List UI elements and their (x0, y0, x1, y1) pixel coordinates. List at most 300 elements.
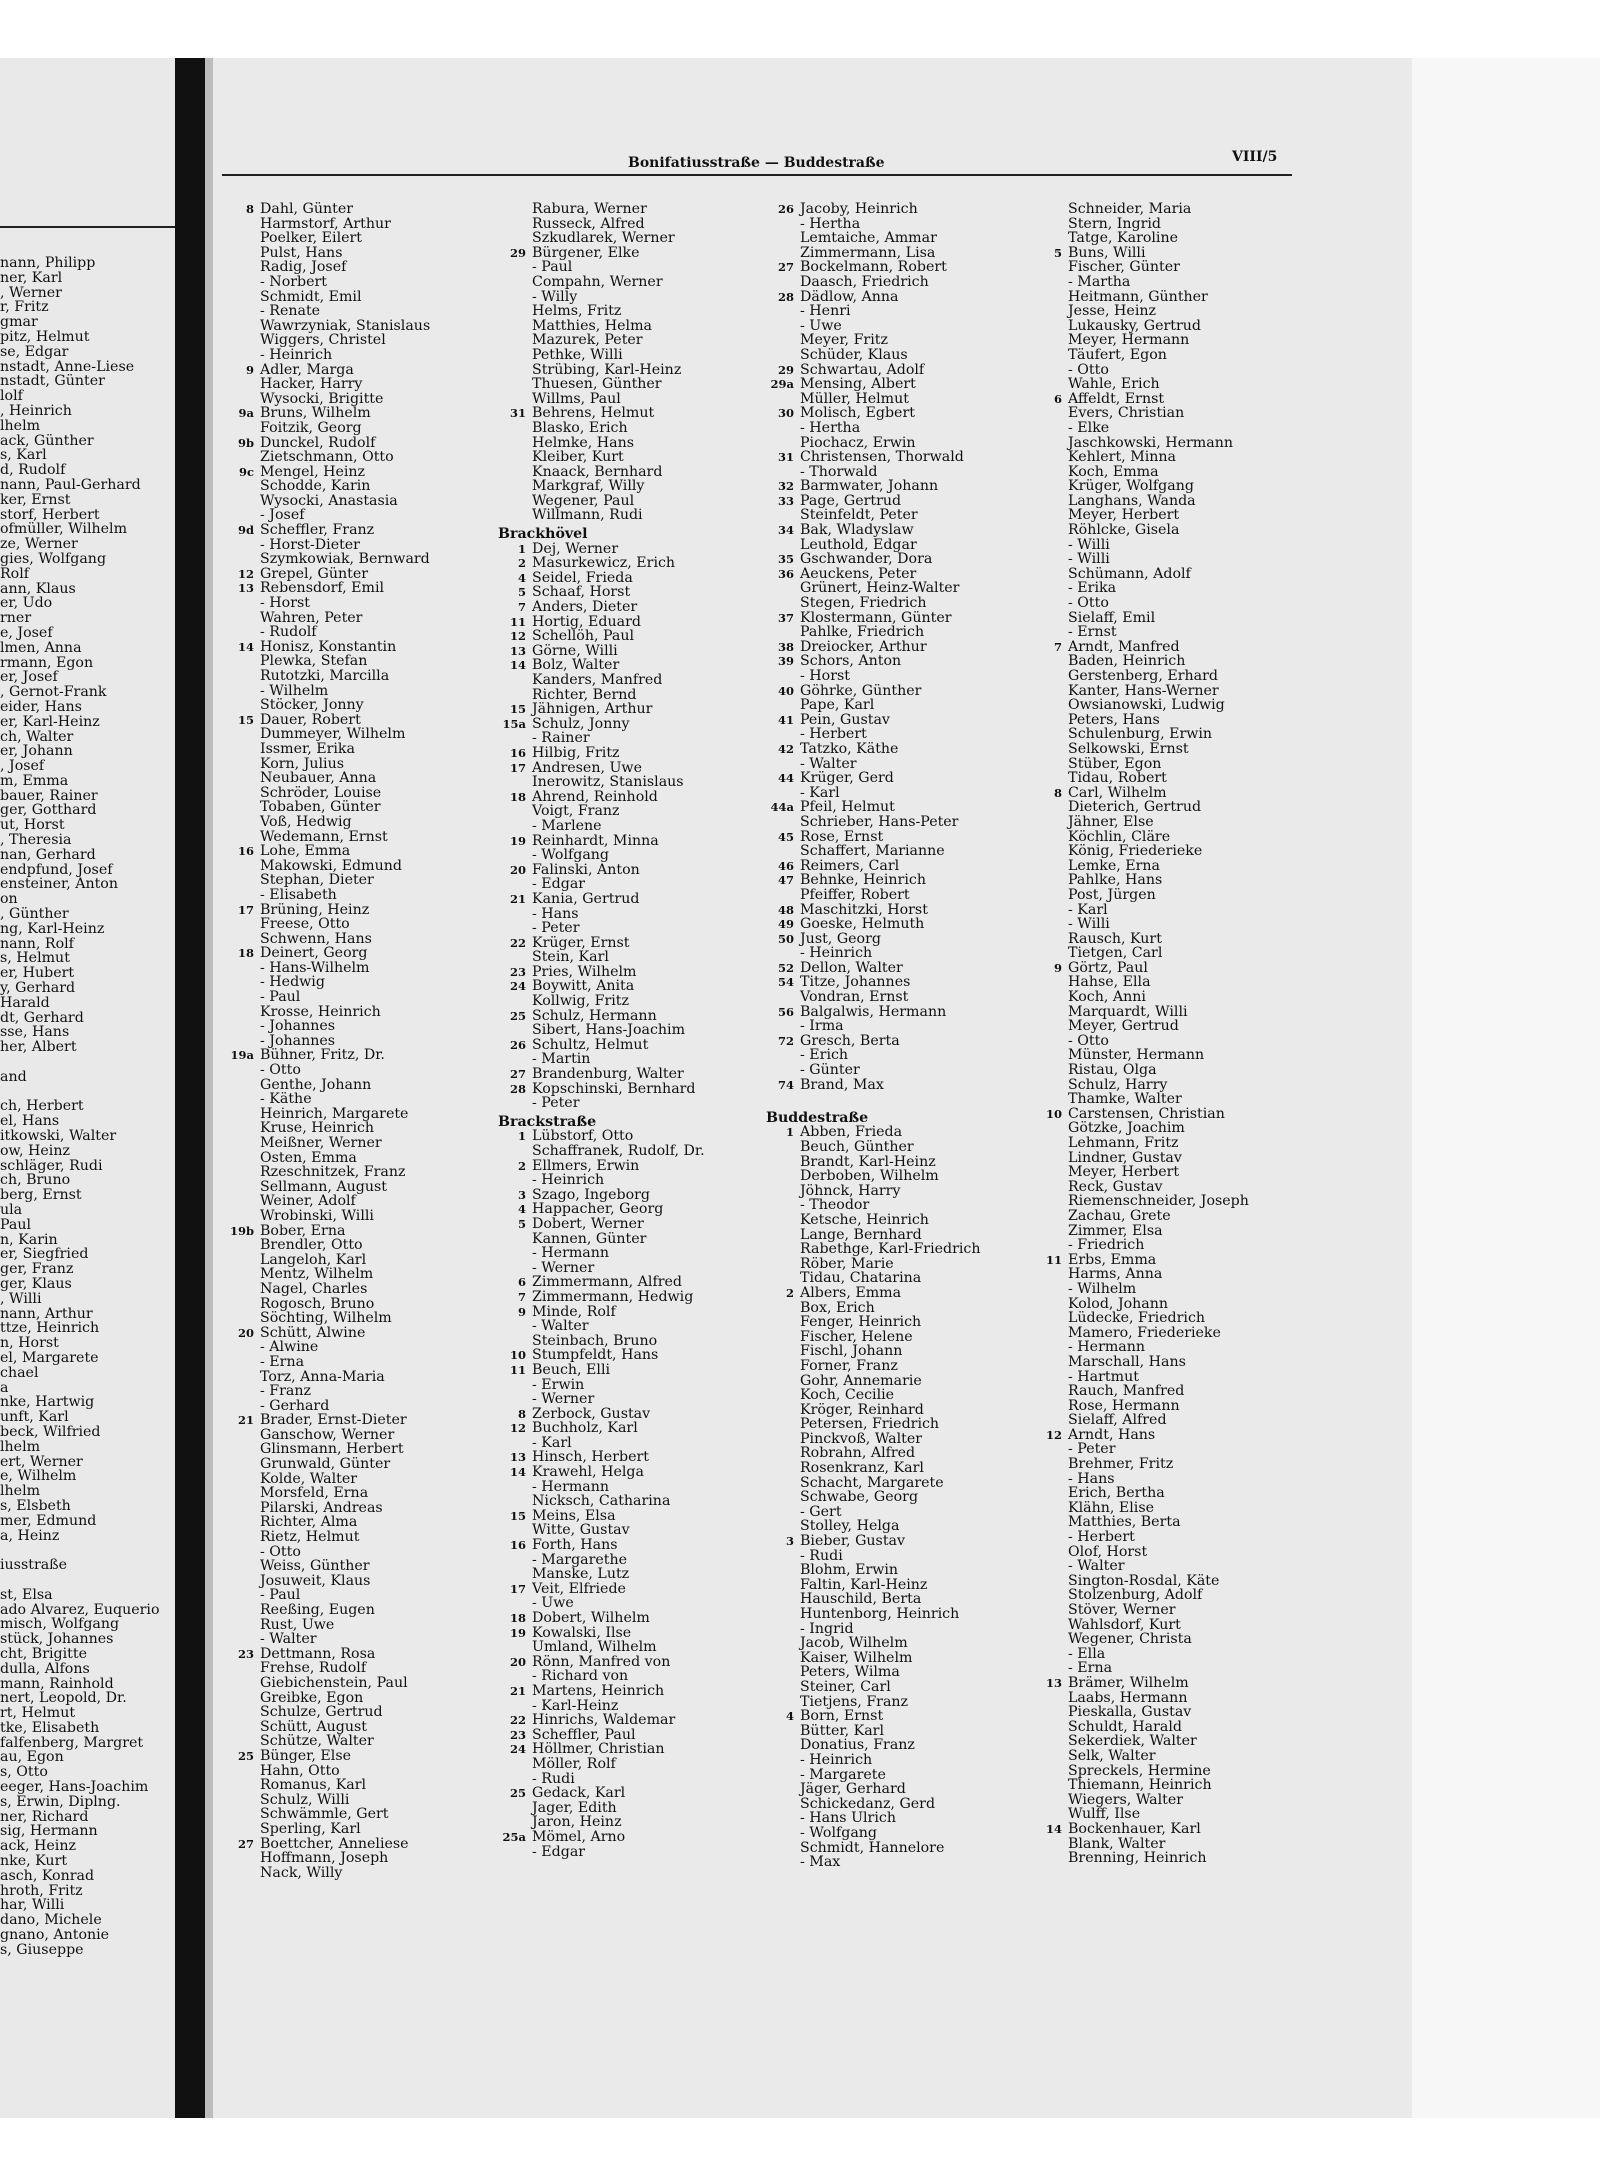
resident-entry (498, 1596, 705, 1611)
resident-entry (1034, 1618, 1249, 1633)
resident-entry (1034, 1793, 1249, 1808)
resident-name: Wulff, Ilse (1068, 1806, 1141, 1823)
resident-name: Steinbach, Bruno (532, 1332, 658, 1349)
house-number: 52 (777, 960, 794, 975)
resident-name: Vondran, Ernst (800, 989, 909, 1006)
house-number: 41 (777, 712, 794, 727)
resident-entry (498, 1786, 705, 1801)
left-page-line: mann, Rainhold (0, 1675, 114, 1692)
resident-name: Manske, Lutz (532, 1566, 630, 1583)
left-page-line: s, Otto (0, 1764, 48, 1781)
resident-entry (498, 1009, 705, 1024)
house-number: 2 (785, 1285, 794, 1300)
resident-name: - Werner (532, 1259, 595, 1276)
house-number: 15a (502, 716, 526, 731)
resident-entry (226, 961, 430, 976)
resident-name: Meißner, Werner (260, 1135, 382, 1151)
resident-entry (226, 1370, 430, 1385)
resident-entry (498, 1378, 705, 1393)
resident-entry (766, 990, 981, 1005)
resident-entry (766, 1330, 981, 1345)
resident-entry (766, 1680, 981, 1695)
house-number: 50 (777, 931, 794, 946)
resident-entry (498, 644, 705, 659)
house-number: 13 (1045, 1675, 1062, 1690)
resident-entry (766, 625, 981, 640)
resident-name: Kolde, Walter (260, 1470, 358, 1487)
resident-name: Kowalski, Ilse (532, 1624, 632, 1641)
left-page-line: e, Wilhelm (0, 1468, 77, 1485)
resident-name: Selkowski, Ernst (1068, 740, 1189, 757)
resident-entry (498, 1275, 705, 1290)
resident-entry (1034, 1121, 1249, 1136)
resident-name: Post, Jürgen (1068, 886, 1156, 903)
resident-name: Kröger, Reinhard (800, 1401, 924, 1418)
resident-entry (1034, 975, 1249, 990)
resident-name: Umland, Wilhelm (532, 1639, 657, 1656)
resident-name: Willmann, Rudi (532, 507, 643, 524)
left-page-line: , Willi (0, 1290, 42, 1307)
resident-entry (1034, 1647, 1249, 1662)
resident-entry (498, 494, 705, 509)
resident-entry (1034, 1545, 1249, 1560)
resident-name: Genthe, Johann (260, 1076, 372, 1093)
resident-entry (1034, 436, 1249, 451)
resident-entry (766, 684, 981, 699)
house-number: 9 (517, 1304, 526, 1319)
resident-entry (226, 1486, 430, 1501)
resident-name: Schröder, Louise (260, 784, 382, 801)
resident-name: Steiner, Carl (800, 1678, 891, 1695)
left-page-line: er, Udo (0, 595, 53, 612)
resident-entry (766, 1213, 981, 1228)
house-number: 34 (777, 523, 794, 538)
resident-entry (766, 932, 981, 947)
resident-entry (1034, 1063, 1249, 1078)
resident-name: - Walter (532, 1318, 589, 1335)
resident-name: Dieterich, Gertrud (1068, 799, 1202, 816)
resident-name: - Hartmut (1068, 1368, 1139, 1385)
left-page-line: ker, Ernst (0, 491, 71, 508)
resident-entry (498, 260, 705, 275)
resident-entry (1034, 859, 1249, 874)
resident-entry (1034, 1472, 1249, 1487)
resident-name: Daasch, Friedrich (800, 273, 929, 290)
left-page-line: misch, Wolfgang (0, 1616, 120, 1633)
resident-name: Brandt, Karl-Heinz (800, 1153, 936, 1170)
resident-name: Wegener, Paul (532, 492, 635, 509)
left-page-line: , Werner (0, 284, 62, 301)
left-page-line: d, Rudolf (0, 462, 66, 479)
house-number: 49 (777, 917, 794, 932)
resident-name: Pahlke, Friedrich (800, 624, 925, 641)
resident-name: Zerbock, Gustav (532, 1405, 651, 1422)
resident-entry (498, 936, 705, 951)
resident-entry (766, 1811, 981, 1826)
resident-name: Kania, Gertrud (532, 890, 640, 907)
resident-name: Falinski, Anton (532, 861, 640, 878)
resident-name: Rose, Ernst (800, 828, 884, 845)
resident-entry (226, 231, 430, 246)
resident-name: - Wilhelm (260, 682, 329, 699)
resident-entry (766, 1797, 981, 1812)
house-number: 44 (777, 771, 794, 786)
resident-entry (766, 1622, 981, 1637)
resident-name: - Uwe (532, 1595, 574, 1612)
house-number: 5 (517, 1216, 526, 1231)
resident-entry (226, 640, 430, 655)
resident-entry (226, 713, 430, 728)
resident-name: Brandenburg, Walter (532, 1066, 684, 1083)
resident-name: - Martin (532, 1051, 591, 1068)
left-page-line: on (0, 891, 18, 908)
resident-name: Dobert, Werner (532, 1215, 644, 1232)
resident-entry (498, 1655, 705, 1670)
resident-entry (498, 1038, 705, 1053)
resident-name: Wrobinski, Willi (260, 1207, 374, 1224)
resident-name: Tobaben, Günter (260, 799, 381, 816)
resident-entry (498, 1363, 705, 1378)
resident-name: Klähn, Elise (1068, 1499, 1154, 1516)
resident-name: Jacob, Wilhelm (800, 1635, 908, 1652)
resident-name: Erbs, Emma (1068, 1251, 1157, 1268)
resident-entry (498, 994, 705, 1009)
resident-entry (226, 1413, 430, 1428)
house-number: 47 (777, 873, 794, 888)
resident-name: Fenger, Heinrich (800, 1314, 922, 1331)
resident-entry (226, 625, 430, 640)
resident-name: Dellon, Walter (800, 959, 903, 976)
resident-name: Giebichenstein, Paul (260, 1674, 408, 1691)
resident-entry (498, 1188, 705, 1203)
left-page-line: ger, Gotthard (0, 802, 97, 819)
resident-entry (498, 1830, 705, 1845)
resident-name: Lehmann, Fritz (1068, 1135, 1179, 1151)
resident-entry (766, 611, 981, 626)
resident-name: Pethke, Willi (532, 346, 623, 363)
resident-entry (226, 538, 430, 553)
resident-entry (1034, 727, 1249, 742)
resident-name: Lüdecke, Friedrich (1068, 1310, 1206, 1327)
resident-entry (226, 859, 430, 874)
resident-entry (498, 1392, 705, 1407)
resident-entry (226, 873, 430, 888)
resident-entry (498, 1217, 705, 1232)
resident-name: Brehmer, Fritz (1068, 1456, 1174, 1473)
resident-name: - Josef (260, 507, 305, 524)
resident-name: - Renate (260, 303, 321, 320)
resident-name: Adler, Marga (260, 361, 354, 378)
resident-entry (766, 917, 981, 932)
directory-column-3 (766, 202, 981, 1870)
resident-entry (766, 1490, 981, 1505)
left-page-line: ttze, Heinrich (0, 1320, 100, 1337)
resident-name: Kaiser, Wilhelm (800, 1649, 913, 1666)
resident-entry (226, 888, 430, 903)
resident-entry (766, 1592, 981, 1607)
resident-name: Mentz, Wilhelm (260, 1266, 374, 1283)
resident-name: - Gert (800, 1503, 842, 1520)
left-page-line: er, Siegfried (0, 1246, 89, 1263)
house-number: 36 (777, 566, 794, 581)
resident-entry (766, 1271, 981, 1286)
resident-entry (498, 1144, 705, 1159)
resident-name: Tatzko, Käthe (800, 740, 899, 757)
resident-name: Sperling, Karl (260, 1820, 361, 1837)
resident-entry (1034, 1457, 1249, 1472)
resident-name: - Theodor (800, 1197, 870, 1214)
resident-entry (498, 761, 705, 776)
left-page-line: s, Giuseppe (0, 1941, 84, 1958)
resident-name: - Heinrich (800, 945, 873, 962)
resident-entry (766, 1519, 981, 1534)
resident-name: Müller, Helmut (800, 390, 909, 407)
resident-name: Balgalwis, Hermann (800, 1003, 947, 1020)
house-number: 19a (230, 1048, 254, 1063)
resident-entry (498, 436, 705, 451)
resident-name: Behrens, Helmut (532, 405, 655, 422)
resident-name: Lindner, Gustav (1068, 1149, 1182, 1166)
resident-name: Heitmann, Günther (1068, 288, 1208, 305)
left-page-line: Paul (0, 1216, 32, 1233)
resident-entry (226, 975, 430, 990)
house-number: 44a (770, 800, 794, 815)
left-page-line: eider, Hans (0, 698, 82, 715)
resident-name: Lange, Bernhard (800, 1226, 922, 1243)
resident-name: Pulst, Hans (260, 244, 343, 261)
resident-name: Mensing, Albert (800, 376, 916, 393)
resident-name: Stumpfeldt, Hans (532, 1347, 659, 1364)
resident-entry (226, 1282, 430, 1297)
resident-name: - Margarete (800, 1766, 886, 1783)
left-page-line: rner (0, 610, 32, 627)
resident-name: Kolod, Johann (1068, 1295, 1169, 1312)
resident-entry (766, 1753, 981, 1768)
resident-name: Köchlin, Cläre (1068, 828, 1171, 845)
resident-name: - Max (800, 1854, 841, 1871)
left-page-line: lhelm (0, 1483, 41, 1500)
resident-name: Pinckvoß, Walter (800, 1430, 923, 1447)
left-page-line: dano, Michele (0, 1912, 102, 1929)
resident-name: - Hermann (532, 1478, 610, 1495)
resident-name: Röhlcke, Gisela (1068, 522, 1180, 539)
resident-name: Blasko, Erich (532, 419, 628, 436)
resident-name: Peters, Hans (1068, 711, 1160, 728)
resident-entry (498, 479, 705, 494)
resident-entry (498, 1728, 705, 1743)
resident-name: Sellmann, August (260, 1178, 387, 1195)
resident-name: Stüber, Egon (1068, 755, 1162, 772)
resident-entry (226, 581, 430, 596)
left-page-line: gies, Wolfgang (0, 550, 107, 567)
resident-name: - Paul (260, 989, 301, 1006)
resident-name: Hahn, Otto (260, 1762, 340, 1779)
spacer (766, 1092, 981, 1107)
house-number: 42 (777, 741, 794, 756)
page-margin (1412, 58, 1600, 2118)
resident-name: Stern, Ingrid (1068, 215, 1161, 232)
resident-name: Just, Georg (800, 930, 881, 947)
resident-entry (766, 1242, 981, 1257)
resident-entry (766, 742, 981, 757)
resident-name: Rabura, Werner (532, 201, 647, 217)
house-number: 11 (509, 1362, 526, 1377)
resident-entry (226, 742, 430, 757)
resident-name: Martens, Heinrich (532, 1682, 665, 1699)
left-page-line: nann, Philipp (0, 256, 96, 271)
resident-name: Schors, Anton (800, 653, 902, 670)
resident-entry (1034, 640, 1249, 655)
resident-entry (226, 1399, 430, 1414)
resident-name: Robrahn, Alfred (800, 1445, 916, 1462)
house-number: 9d (237, 523, 254, 538)
resident-name: Abben, Frieda (800, 1124, 903, 1141)
house-number: 9a (238, 406, 254, 421)
resident-name: - Käthe (260, 1091, 312, 1108)
resident-name: - Horst (800, 668, 850, 684)
resident-name: Stegen, Friedrich (800, 595, 927, 612)
resident-name: Scheffler, Franz (260, 522, 375, 539)
resident-entry (766, 231, 981, 246)
resident-name: Hacker, Harry (260, 376, 363, 393)
resident-name: Schulz, Harry (1068, 1076, 1168, 1093)
resident-entry (226, 406, 430, 421)
resident-entry (766, 581, 981, 596)
resident-entry (498, 1684, 705, 1699)
house-number: 22 (509, 1713, 526, 1728)
resident-entry (766, 596, 981, 611)
left-page-line: s, Helmut (0, 950, 70, 967)
left-page-line: Rolf (0, 565, 30, 582)
resident-entry (766, 1257, 981, 1272)
resident-entry (1034, 1588, 1249, 1603)
left-page-line: er, Josef (0, 669, 58, 686)
resident-name: Box, Erich (800, 1299, 875, 1316)
left-page-line: mer, Edmund (0, 1512, 97, 1529)
resident-name: - Otto (1068, 595, 1109, 612)
resident-name: - Norbert (260, 273, 328, 290)
resident-name: Kruse, Heinrich (260, 1120, 375, 1137)
resident-entry (498, 921, 705, 936)
resident-name: Barmwater, Johann (800, 478, 939, 495)
house-number: 27 (237, 1836, 254, 1851)
resident-entry (226, 523, 430, 538)
left-page-line: a, Heinz (0, 1527, 60, 1544)
resident-entry (766, 1768, 981, 1783)
left-page-line: lhelm (0, 1438, 41, 1455)
resident-entry (498, 1509, 705, 1524)
left-page-line: ow, Heinz (0, 1142, 70, 1159)
resident-entry (1034, 450, 1249, 465)
resident-entry (766, 961, 981, 976)
resident-entry (498, 290, 705, 305)
resident-name: Rosenkranz, Karl (800, 1460, 924, 1477)
resident-entry (498, 1246, 705, 1261)
resident-name: Jacoby, Heinrich (800, 201, 918, 217)
resident-entry (766, 757, 981, 772)
resident-name: Spreckels, Hermine (1068, 1762, 1211, 1779)
resident-entry (226, 596, 430, 611)
resident-entry (1034, 1005, 1249, 1020)
resident-name: Evers, Christian (1068, 405, 1185, 422)
resident-entry (498, 877, 705, 892)
resident-entry (1034, 1428, 1249, 1443)
resident-name: - Herbert (1068, 1529, 1135, 1546)
resident-name: Hauschild, Berta (800, 1591, 922, 1608)
resident-name: Peters, Wilma (800, 1664, 900, 1681)
resident-name: Minde, Rolf (532, 1303, 616, 1320)
left-page-line (0, 1573, 175, 1588)
resident-name: Meins, Elsa (532, 1507, 616, 1524)
resident-entry (498, 542, 705, 557)
resident-entry (226, 1121, 430, 1136)
resident-entry (498, 1407, 705, 1422)
resident-entry (226, 830, 430, 845)
resident-name: Inerowitz, Stanislaus (532, 774, 684, 791)
resident-entry (498, 333, 705, 348)
left-page-line: a (0, 1379, 9, 1396)
resident-entry (498, 1801, 705, 1816)
resident-entry (226, 1151, 430, 1166)
left-page-line: nan, Gerhard (0, 846, 96, 863)
resident-name: Gschwander, Dora (800, 551, 933, 568)
resident-name: - Otto (1068, 361, 1109, 378)
resident-name: Bieber, Gustav (800, 1533, 906, 1550)
left-page-line: nke, Kurt (0, 1853, 68, 1870)
house-number: 14 (509, 658, 526, 673)
resident-name: Kehlert, Minna (1068, 449, 1176, 466)
resident-entry (498, 1261, 705, 1276)
resident-name: Rönn, Manfred von (532, 1653, 671, 1670)
house-number: 4 (517, 570, 526, 585)
left-page-line: , Gernot-Frank (0, 684, 107, 701)
resident-entry (766, 450, 981, 465)
resident-name: Romanus, Karl (260, 1777, 367, 1794)
resident-name: Höllmer, Christian (532, 1741, 665, 1758)
resident-name: Jähner, Else (1068, 813, 1154, 830)
resident-entry (766, 713, 981, 728)
resident-entry (1034, 1574, 1249, 1589)
house-number: 56 (777, 1004, 794, 1019)
resident-entry (1034, 1734, 1249, 1749)
resident-name: Zimmer, Elsa (1068, 1222, 1163, 1239)
resident-name: - Karl-Heinz (532, 1697, 619, 1714)
resident-name: Pahlke, Hans (1068, 872, 1163, 889)
resident-name: Wysocki, Anastasia (260, 492, 398, 509)
left-page-line: nert, Leopold, Dr. (0, 1690, 127, 1707)
resident-name: Wahle, Erich (1068, 376, 1160, 393)
resident-entry (226, 479, 430, 494)
resident-name: Selk, Walter (1068, 1747, 1156, 1764)
house-number: 11 (509, 614, 526, 629)
left-page-line: schläger, Rudi (0, 1157, 103, 1174)
resident-entry (766, 1461, 981, 1476)
resident-name: Pfeiffer, Robert (800, 886, 910, 903)
resident-entry (498, 1582, 705, 1597)
resident-entry (1034, 1632, 1249, 1647)
left-page-line: and (0, 1068, 27, 1085)
resident-entry (766, 844, 981, 859)
resident-entry (498, 688, 705, 703)
house-number: 45 (777, 829, 794, 844)
resident-entry (766, 1388, 981, 1403)
resident-entry (1034, 1559, 1249, 1574)
resident-name: - Peter (1068, 1441, 1116, 1458)
resident-entry (1034, 757, 1249, 772)
left-page-line: el, Margarete (0, 1349, 99, 1366)
resident-entry (1034, 1501, 1249, 1516)
resident-name: Stephan, Dieter (260, 872, 374, 889)
